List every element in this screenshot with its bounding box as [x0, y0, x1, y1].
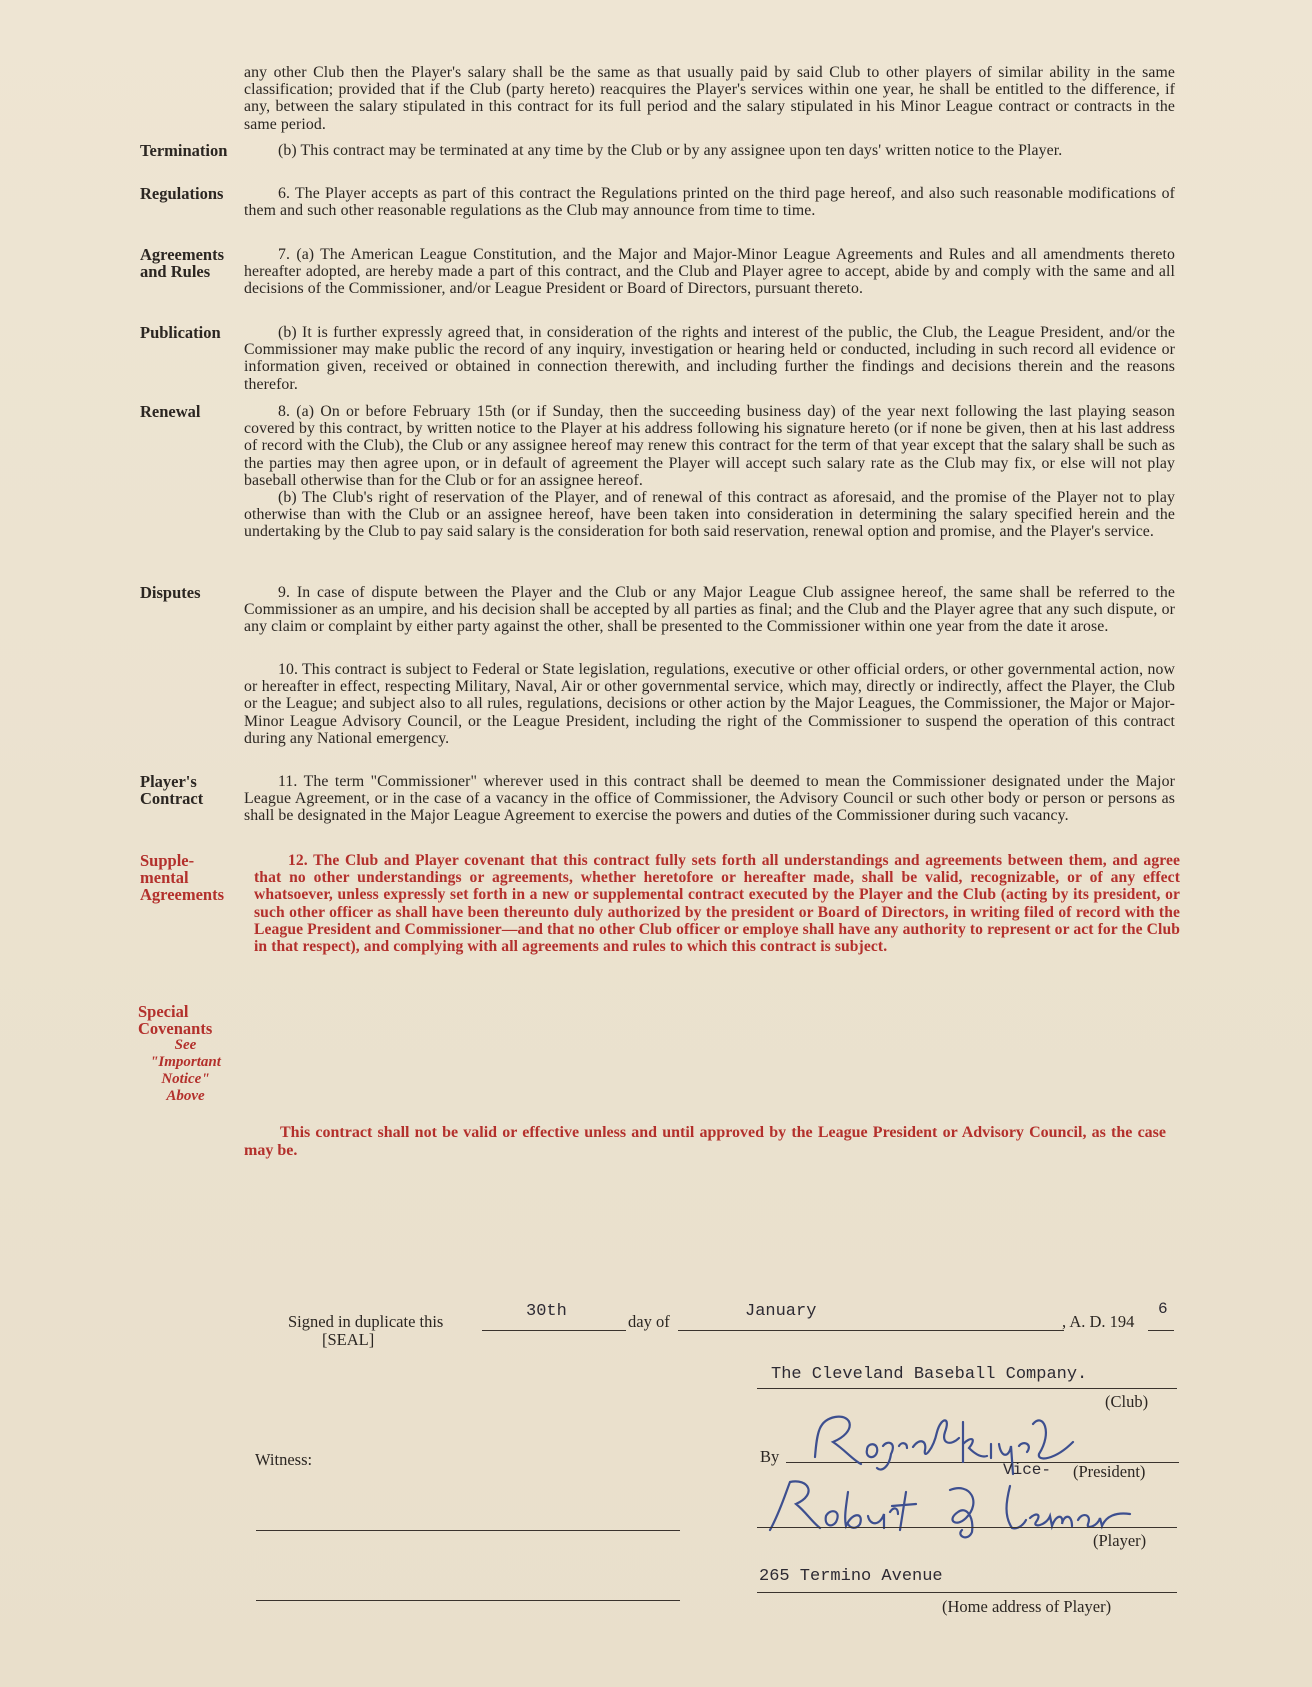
section-agreements	[140, 246, 1175, 298]
players-contract-label: Player's Contract	[140, 772, 204, 808]
renewal-text-b: (b) The Club's right of reservation of the Player, and of renewal of this contract as aforesaid, and the promise of the Player not to play otherwise than with the Club or an assignee hereof, have been taken into consideration in determining the salary specified herein and the undertaking by the Club to pay said salary is the consideration for both said reservation, renewal option and promise, and the Player's service.	[244, 489, 1175, 541]
seal-label: [SEAL]	[322, 1330, 375, 1349]
special-covenants-note: See "Important Notice" Above	[150, 1037, 221, 1104]
ad-label: , A. D. 194	[1062, 1312, 1135, 1331]
witness-label: Witness:	[255, 1450, 313, 1469]
renewal-label: Renewal	[140, 402, 201, 421]
publication-label: Publication	[140, 323, 221, 342]
paragraph-10-text: 10. This contract is subject to Federal or State legislation, regulations, executive or other official orders, or other governmental action, now or hereafter in effect, respecting Military, Naval, Air or other governmental service, which may, directly or indirectly, affect the Player, the Club or the League; and subject also to all rules, regulations, decisions or other action by the Major Leagues, the Commissioner, the Major or Major-Minor League Advisory Council, or the League President, including the right of the Commissioner to suspend the operation of this contract during any National emergency.	[244, 661, 1175, 747]
day-of-label: day of	[628, 1312, 670, 1331]
section-disputes	[140, 584, 1175, 636]
address-line	[757, 1592, 1177, 1593]
intro-paragraph	[140, 64, 1175, 133]
section-termination	[140, 142, 1175, 159]
month-value: January	[745, 1302, 817, 1321]
termination-label: Termination	[140, 141, 228, 160]
publication-text: (b) It is further expressly agreed that, in consideration of the rights and interest of the public, the Club, the League President, and/or the Commissioner may make public the record of any inquiry, investigation or hearing held or conducted, including in such record all evidence or information given, received or obtained in connection therewith, and including further the findings and decisions therein and the reasons therefor.	[244, 324, 1175, 393]
disputes-label: Disputes	[140, 583, 201, 602]
year-line	[1148, 1330, 1174, 1331]
disputes-text: 9. In case of dispute between the Player and the Club or any Major League Club assignee hereof, the same shall be referred to the Commissioner as an umpire, and his decision shall be accepted by all parties as final; and the Club and the Player agree that any such dispute, or any claim or complaint by either party against the other, shall be presented to the Commissioner within one year from the date it arose.	[244, 584, 1175, 636]
witness-line-1	[256, 1530, 680, 1531]
address-value: 265 Termino Avenue	[759, 1567, 943, 1586]
intro-text: any other Club then the Player's salary shall be the same as that usually paid by said Club to other players of similar ability in the same classification; provided that if the Club (party hereto) reacquires the Player's services within one year, he shall be entitled to the difference, if any, between the salary stipulated in this contract for its full period and the salary stipulated in his Minor League contract or contracts in the same period.	[244, 64, 1175, 133]
player-label: (Player)	[1093, 1531, 1147, 1550]
section-renewal	[140, 403, 1175, 541]
supplemental-body	[254, 852, 1180, 955]
club-name-value: The Cleveland Baseball Company.	[771, 1365, 1088, 1384]
by-label: By	[760, 1447, 780, 1466]
section-supplemental	[140, 852, 1180, 955]
day-line	[482, 1330, 626, 1331]
supplemental-label: Supple- mental Agreements	[140, 851, 224, 904]
vice-typed: Vice-	[1003, 1461, 1052, 1479]
player-line	[757, 1527, 1177, 1528]
regulations-label: Regulations	[140, 184, 224, 203]
year-digit: 6	[1158, 1300, 1168, 1318]
month-line	[678, 1330, 1064, 1331]
club-line	[757, 1388, 1177, 1389]
section-players-contract	[140, 773, 1175, 825]
president-label: (President)	[1073, 1462, 1146, 1481]
section-publication	[140, 324, 1175, 393]
day-value: 30th	[526, 1302, 567, 1321]
players-contract-text: 11. The term "Commissioner" wherever used in this contract shall be deemed to mean the Commissioner designated under the Major League Agreement, or in the case of a vacancy in the office of Commissioner, the Advisory Council or such other body or person or persons as shall be designated in the Major League Agreement to exercise the powers and duties of the Commissioner during such vacancy.	[244, 773, 1175, 825]
renewal-text-a: 8. (a) On or before February 15th (or if Sunday, then the succeeding business day) of the year next following the last playing season covered by this contract, by written notice to the Player at his address following his signature hereto (or if none be given, then at his last address of record with the Club), the Club or any assignee hereof may renew this contract for the term of that year except that the salary shall be such as the parties may then agree upon, or in default of agreement the Player will accept such salary rate as the Club may fix, or else will not play baseball otherwise than for the Club or for an assignee hereof.	[244, 403, 1175, 489]
signed-prefix: Signed in duplicate this	[288, 1312, 444, 1331]
player-signature	[760, 1472, 1140, 1542]
regulations-text: 6. The Player accepts as part of this contract the Regulations printed on the third page hereof, and also such reasonable modifications of them and such other reasonable regulations as the Club may announce from time to time.	[244, 185, 1175, 220]
section-10	[140, 661, 1175, 747]
supplemental-number: 12.	[288, 852, 308, 869]
supplemental-text: The Club and Player covenant that this contract fully sets forth all understandings and agreements between them, and agree that no other understandings or agreements, whether heretofore or hereafter made, shall be valid, recognizable, or of any effect whatsoever, unless expressly set forth in a new or supplemental contract executed by the Player and the Club (acting by its president, or such other officer as shall have been thereunto duly authorized by the president or Board of Directors, in writing filed of record with the League President and Commissioner—and that no other Club officer or employe shall have any authority to represent or act for the Club in that respect), and complying with all agreements and rules to which this contract is subject.	[254, 852, 1181, 956]
special-covenants-heading: Special Covenants	[138, 1002, 213, 1038]
club-label: (Club)	[1105, 1392, 1149, 1411]
validity-notice: This contract shall not be valid or effective unless and until approved by the League President or Advisory Council, as the case may be.	[244, 1124, 1166, 1159]
agreements-text: 7. (a) The American League Constitution, and the Major and Major-Minor League Agreements and Rules and all amendments thereto hereafter adopted, are hereby made a part of this contract, and the Club and Player agree to accept, abide by and comply with the same and all decisions of the Commissioner, and/or League President or Board of Directors, pursuant thereto.	[244, 246, 1175, 298]
witness-line-2	[256, 1600, 680, 1601]
special-covenants	[138, 1003, 238, 1105]
address-label: (Home address of Player)	[942, 1597, 1112, 1616]
termination-text: (b) This contract may be terminated at any time by the Club or by any assignee upon ten days' written notice to the Player.	[278, 142, 1063, 159]
agreements-label: Agreements and Rules	[140, 245, 224, 281]
section-regulations	[140, 185, 1175, 219]
